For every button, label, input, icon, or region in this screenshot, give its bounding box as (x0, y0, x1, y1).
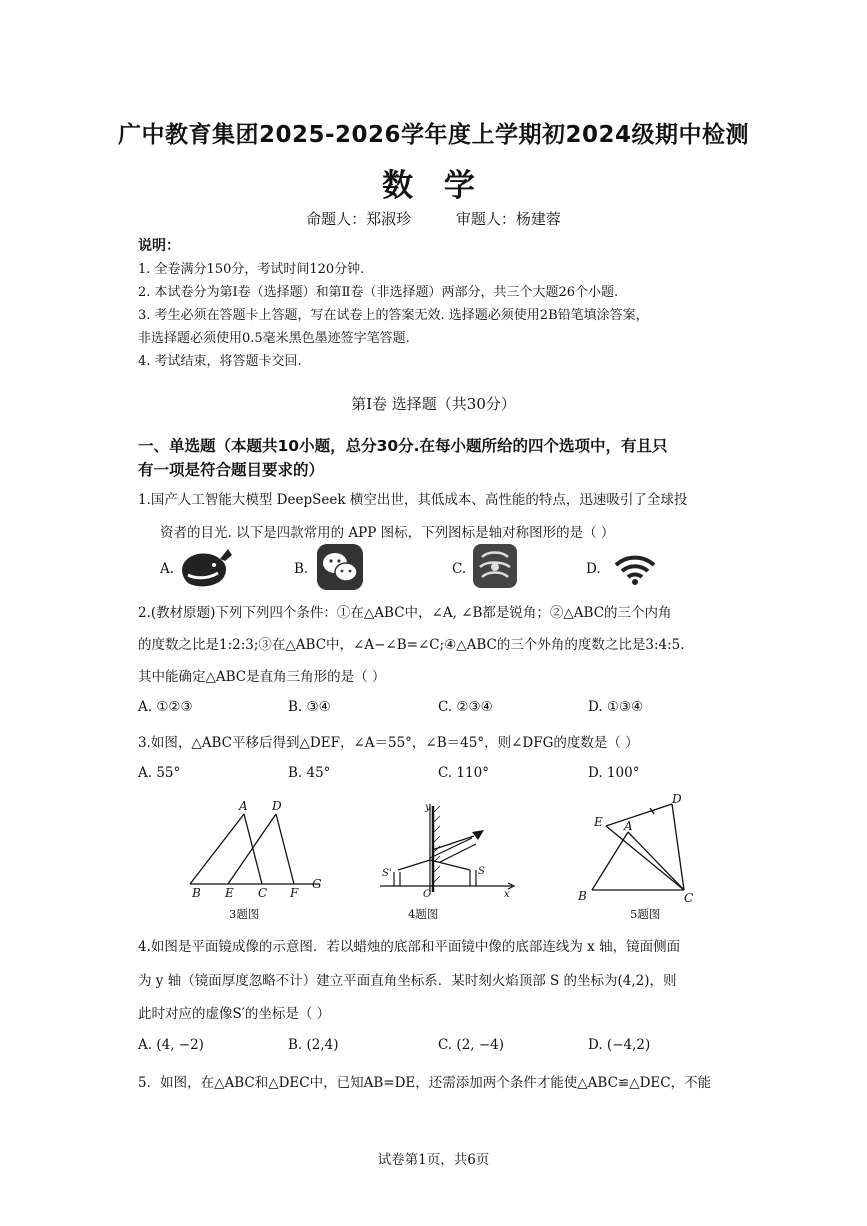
fig5-label: A (624, 819, 633, 833)
figure-4 (370, 800, 520, 906)
q5-text: 5．如图，在△ABC和△DEC中，已知AB=DE，还需添加两个条件才能使△ABC≌△DEC，不能 (138, 1075, 712, 1091)
author-name: 命题人：郑淑珍 (306, 210, 412, 228)
whale-icon (178, 545, 236, 593)
fig5-label: C (684, 891, 694, 905)
q4-option-d: D. (−4,2) (588, 1037, 651, 1053)
instruction-item: 4. 考试结束，将答题卡交回. (138, 354, 302, 369)
fig3-label: G (312, 877, 322, 891)
q4-option-b: B. (2,4) (288, 1037, 339, 1053)
exam-title: 广中教育集团2025-2026学年度上学期初2024级期中检测 (117, 122, 750, 148)
q4-option-c: C. (2, −4) (438, 1037, 505, 1053)
q2-text-cont: 的度数之比是1:2:3;③在△ABC中，∠A−∠B=∠C;④△ABC的三个外角的度数之比是3:4:5. (138, 637, 685, 653)
instruction-item: 3. 考生必须在答题卡上答题，写在试卷上的答案无效. 选择题必须使用2B铅笔填涂答案， (138, 308, 649, 323)
exam-authors (0, 208, 867, 229)
q1-option-a: A. (160, 561, 175, 577)
fig3-label: F (290, 886, 299, 900)
fig4-label: O (423, 889, 432, 900)
fig3-label: B (192, 886, 201, 900)
reviewer-name: 审题人：杨建蓉 (455, 210, 561, 228)
exam-subject: 数 学 (382, 168, 485, 204)
q4-text-cont: 此时对应的虚像S′的坐标是（ ） (138, 1006, 331, 1022)
fig4-caption: 4题图 (408, 907, 439, 921)
page-footer: 试卷第1页，共6页 (377, 1152, 490, 1168)
q2-option-a: A. ①②③ (138, 699, 193, 715)
instructions-heading: 说明： (138, 238, 180, 254)
q3-option-b: B. 45° (288, 765, 331, 781)
q2-text: 2.(教材原题)下列下列四个条件：①在△ABC中，∠A, ∠B都是锐角；②△ABC的三个内角 (138, 605, 672, 621)
fig4-label: S (478, 866, 485, 877)
section1-heading-cont: 有一项是符合题目要求的） (138, 461, 325, 479)
q1-option-c: C. (452, 561, 467, 577)
q3-option-d: D. 100° (588, 765, 640, 781)
fig3-label: C (258, 886, 268, 900)
q1-text-cont: 资者的目光. 以下是四款常用的 APP 图标，下列图标是轴对称图形的是（ ） (160, 525, 615, 541)
q4-text-cont: 为 y 轴（镜面厚度忽略不计）建立平面直角坐标系．某时刻火焰顶部 S 的坐标为(4,2)，则 (138, 973, 677, 989)
q4-text: 4.如图是平面镜成像的示意图．若以蜡烛的底部和平面镜中像的底部连线为 x 轴，镜面侧面 (138, 939, 681, 955)
part1-title: 第Ⅰ卷 选择题（共30分） (351, 395, 516, 413)
fig3-label: E (225, 886, 234, 900)
section1-heading: 一、单选题（本题共10小题，总分30分.在每小题所给的四个选项中，有且只 (138, 437, 668, 455)
q3-option-c: C. 110° (438, 765, 489, 781)
q3-text: 3.如图，△ABC平移后得到△DEF，∠A＝55°，∠B＝45°，则∠DFG的度数是（ ） (138, 735, 639, 751)
q1-option-d: D. (586, 561, 601, 577)
instruction-item: 非选择题必须使用0.5毫米黑色墨迹签字笔答题. (138, 331, 410, 346)
q4-option-a: A. (4, −2) (138, 1037, 204, 1053)
wifi-icon (612, 549, 658, 587)
fig5-label: D (672, 792, 682, 806)
fig4-label: x (504, 889, 510, 900)
q1-option-b: B. (294, 561, 309, 577)
figure-3 (180, 796, 340, 906)
instruction-item: 1. 全卷满分150分，考试时间120分钟. (138, 262, 365, 277)
q2-option-d: D. ①③④ (588, 699, 644, 715)
fig3-label: D (272, 799, 282, 813)
fig4-label: y (425, 802, 431, 813)
fig3-caption: 3题图 (229, 907, 260, 921)
q2-option-c: C. ②③④ (438, 699, 493, 715)
wechat-icon (316, 543, 364, 591)
fig5-label: E (594, 815, 603, 829)
ai-logo-icon (472, 543, 518, 589)
fig5-caption: 5题图 (630, 907, 661, 921)
instruction-item: 2. 本试卷分为第Ⅰ卷（选择题）和第Ⅱ卷（非选择题）两部分，共三个大题26个小题. (138, 285, 619, 300)
figure-5 (570, 790, 710, 906)
fig4-label: S' (382, 868, 392, 879)
fig5-label: B (578, 889, 587, 903)
q3-option-a: A. 55° (138, 765, 181, 781)
q1-text: 1.国产人工智能大模型 DeepSeek 横空出世，其低成本、高性能的特点，迅速吸引了全球投 (138, 492, 688, 508)
q2-text-cont: 其中能确定△ABC是直角三角形的是（ ） (138, 669, 386, 685)
q2-option-b: B. ③④ (288, 699, 331, 715)
fig3-label: A (239, 799, 248, 813)
